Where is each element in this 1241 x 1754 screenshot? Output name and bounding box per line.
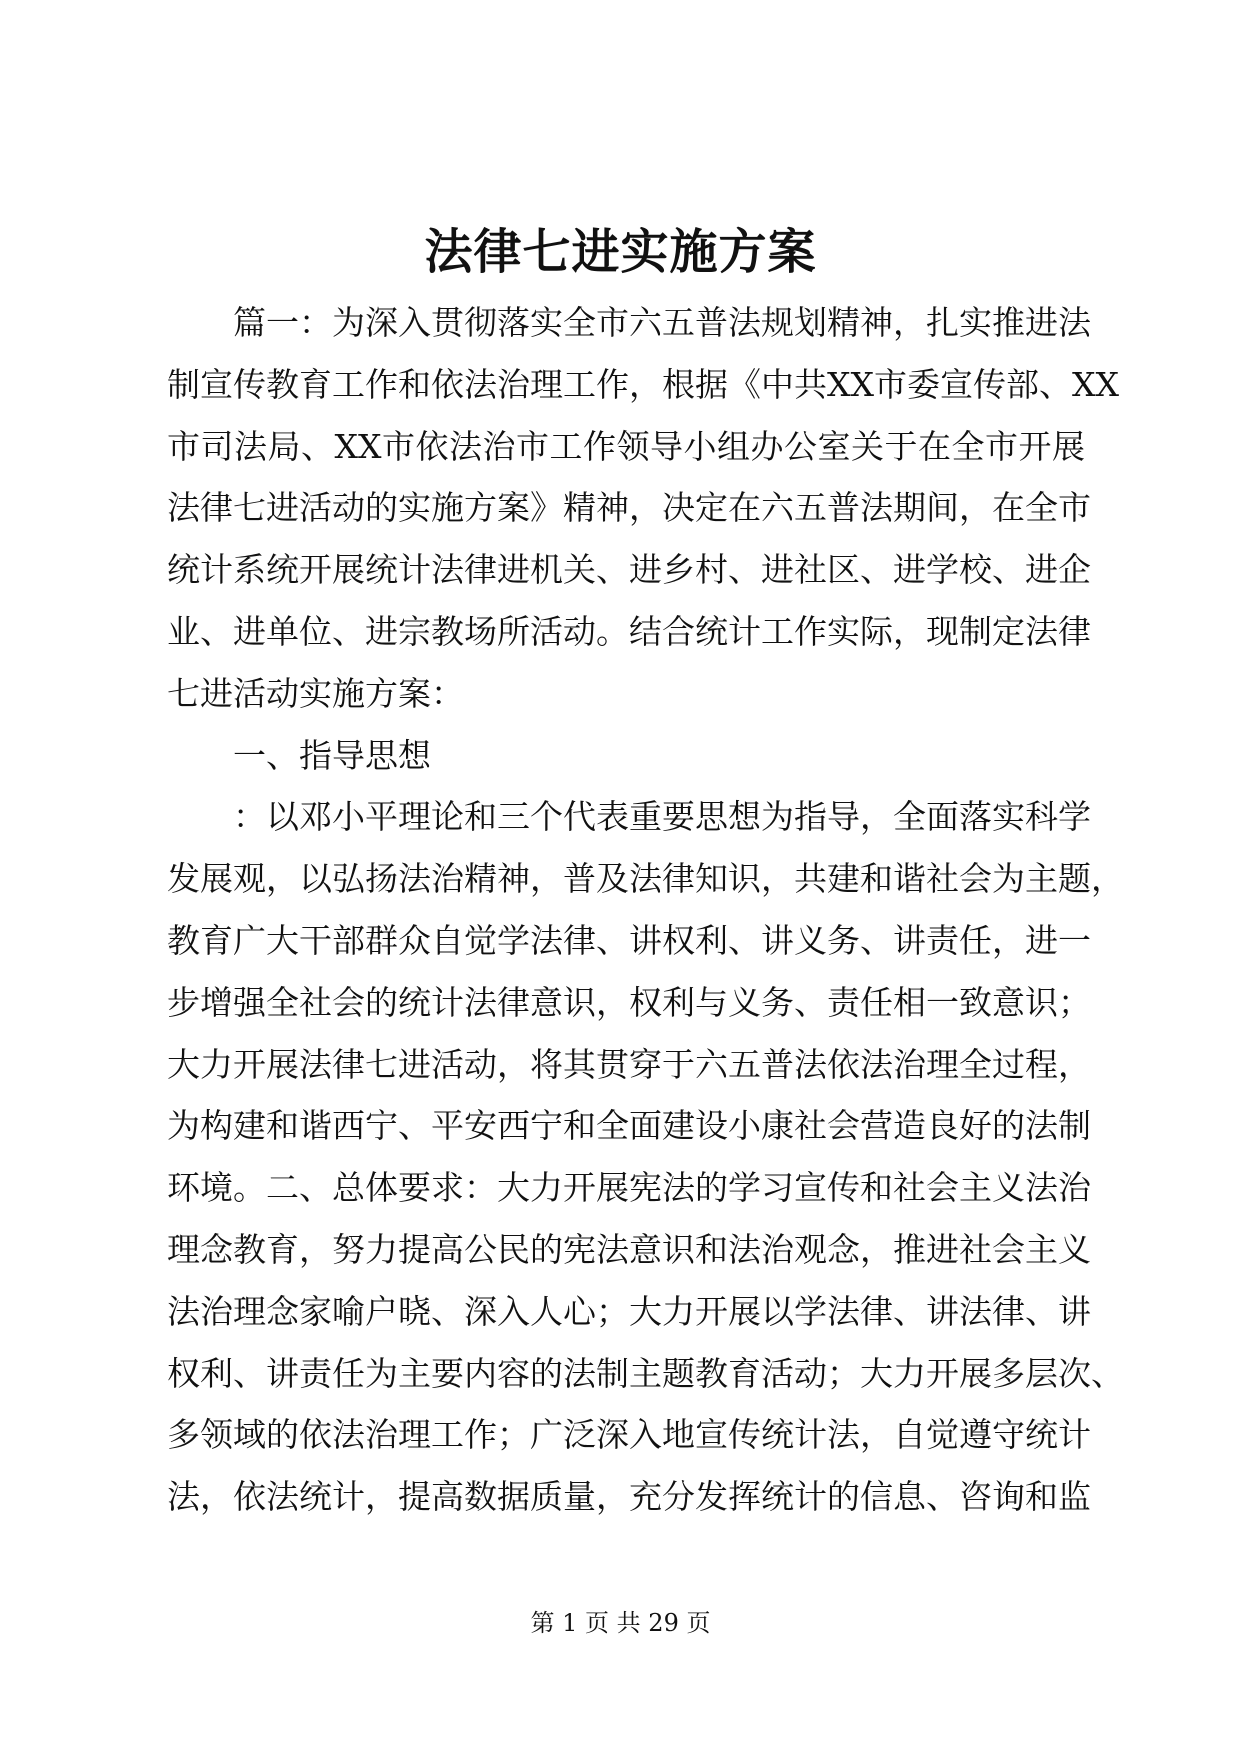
page-number-footer: 第 1 页 共 29 页	[530, 1609, 711, 1637]
paragraph-line: 教育广大干部群众自觉学法律、讲权利、讲义务、讲责任，进一	[167, 920, 1091, 960]
paragraph-line: 业、进单位、进宗教场所活动。结合统计工作实际，现制定法律	[167, 611, 1091, 651]
paragraph-line: 市司法局、XX市依法治市工作领导小组办公室关于在全市开展	[167, 426, 1085, 466]
paragraph-line: 法治理念家喻户晓、深入人心；大力开展以学法律、讲法律、讲	[167, 1291, 1091, 1331]
paragraph-line: ：以邓小平理论和三个代表重要思想为指导，全面落实科学	[233, 797, 1091, 837]
paragraph-line: 七进活动实施方案：	[167, 673, 464, 713]
paragraph-line: 步增强全社会的统计法律意识，权利与义务、责任相一致意识；	[167, 982, 1091, 1022]
paragraph-line: 法律七进活动的实施方案》精神，决定在六五普法期间，在全市	[167, 488, 1091, 528]
paragraph-line: 理念教育，努力提高公民的宪法意识和法治观念，推进社会主义	[167, 1229, 1091, 1269]
paragraph-line: 统计系统开展统计法律进机关、进乡村、进社区、进学校、进企	[167, 550, 1091, 590]
paragraph-line: 为构建和谐西宁、平安西宁和全面建设小康社会营造良好的法制	[167, 1106, 1091, 1146]
paragraph-line: 多领域的依法治理工作；广泛深入地宣传统计法，自觉遵守统计	[167, 1415, 1091, 1455]
document-body	[167, 292, 1124, 1528]
paragraph-line: 环境。二、总体要求：大力开展宪法的学习宣传和社会主义法治	[167, 1168, 1091, 1208]
paragraph-line: 法，依法统计，提高数据质量，充分发挥统计的信息、咨询和监	[167, 1477, 1091, 1517]
paragraph-line: 发展观，以弘扬法治精神，普及法律知识，共建和谐社会为主题，	[167, 859, 1124, 899]
paragraph-line: 制宣传教育工作和依法治理工作，根据《中共XX市委宣传部、XX	[167, 364, 1119, 404]
document-title: 法律七进实施方案	[424, 224, 817, 280]
paragraph-line: 权利、讲责任为主要内容的法制主题教育活动；大力开展多层次、	[167, 1353, 1124, 1393]
paragraph-line: 篇一：为深入贯彻落实全市六五普法规划精神，扎实推进法	[233, 303, 1091, 342]
section-heading: 一、指导思想	[233, 735, 431, 775]
paragraph-line: 大力开展法律七进活动，将其贯穿于六五普法依法治理全过程，	[167, 1044, 1091, 1084]
